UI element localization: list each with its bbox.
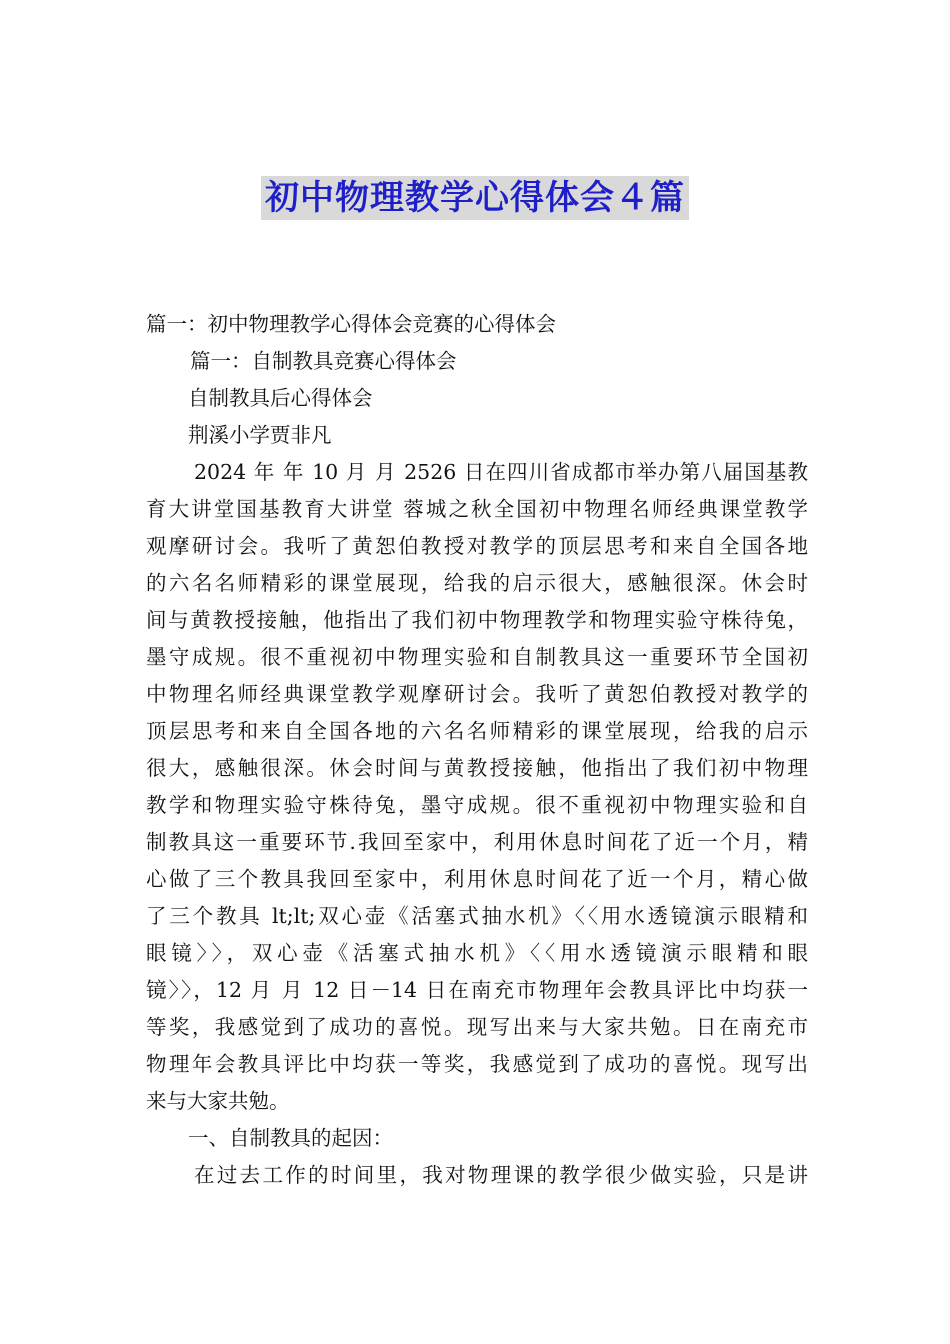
document-body <box>146 306 808 1194</box>
paragraph-line: 镜〉〉，12 月 月 12 日－14 日在南充市物理年会教具评比中均获一 <box>146 978 808 1002</box>
paragraph-line: 很大，感触很深。休会时间与黄教授接触，他指出了我们初中物理 <box>146 756 808 780</box>
paragraph-line: 等奖，我感觉到了成功的喜悦。现写出来与大家共勉。日在南充市 <box>146 1015 808 1039</box>
paragraph-line: 2024 年 年 10 月 月 2526 日在四川省成都市举办第八届国基教 <box>194 460 808 484</box>
title-container <box>0 176 950 220</box>
paragraph-line: 物理年会教具评比中均获一等奖，我感觉到了成功的喜悦。现写出 <box>146 1052 808 1076</box>
paragraph-line: 了三个教具 lt;lt;双心壶《活塞式抽水机》〈〈用水透镜演示眼精和 <box>146 904 808 928</box>
paragraph-line: 顶层思考和来自全国各地的六名名师精彩的课堂展现，给我的启示 <box>146 719 808 743</box>
subheading: 自制教具后心得体会 <box>188 386 373 410</box>
paragraph-line: 来与大家共勉。 <box>146 1089 290 1113</box>
paragraph-line: 育大讲堂国基教育大讲堂 蓉城之秋全国初中物理名师经典课堂教学 <box>146 497 808 521</box>
paragraph-line: 的六名名师精彩的课堂展现，给我的启示很大，感触很深。休会时 <box>146 571 808 595</box>
section-heading: 一、自制教具的起因： <box>188 1126 393 1150</box>
paragraph-line: 眼镜〉〉，双心壶《活塞式抽水机》〈〈用水透镜演示眼精和眼 <box>146 941 808 965</box>
paragraph-line: 观摩研讨会。我听了黄恕伯教授对教学的顶层思考和来自全国各地 <box>146 534 808 558</box>
subheading: 篇一：自制教具竞赛心得体会 <box>190 349 457 373</box>
paragraph-line: 在过去工作的时间里，我对物理课的教学很少做实验，只是讲 <box>194 1163 808 1187</box>
paragraph-line: 心做了三个教具我回至家中，利用休息时间花了近一个月，精心做 <box>146 867 808 891</box>
paragraph-line: 中物理名师经典课堂教学观摩研讨会。我听了黄恕伯教授对教学的 <box>146 682 808 706</box>
paragraph-line: 教学和物理实验守株待兔，墨守成规。很不重视初中物理实验和自 <box>146 793 808 817</box>
paragraph-line: 制教具这一重要环节.我回至家中，利用休息时间花了近一个月，精 <box>146 830 808 854</box>
author-line: 荆溪小学贾非凡 <box>188 423 332 447</box>
paragraph-line: 墨守成规。很不重视初中物理实验和自制教具这一重要环节全国初 <box>146 645 808 669</box>
paragraph-line: 间与黄教授接触，他指出了我们初中物理教学和物理实验守株待兔， <box>146 608 808 632</box>
document-title: 初中物理教学心得体会４篇 <box>261 176 689 220</box>
section-heading: 篇一：初中物理教学心得体会竞赛的心得体会 <box>146 312 556 336</box>
